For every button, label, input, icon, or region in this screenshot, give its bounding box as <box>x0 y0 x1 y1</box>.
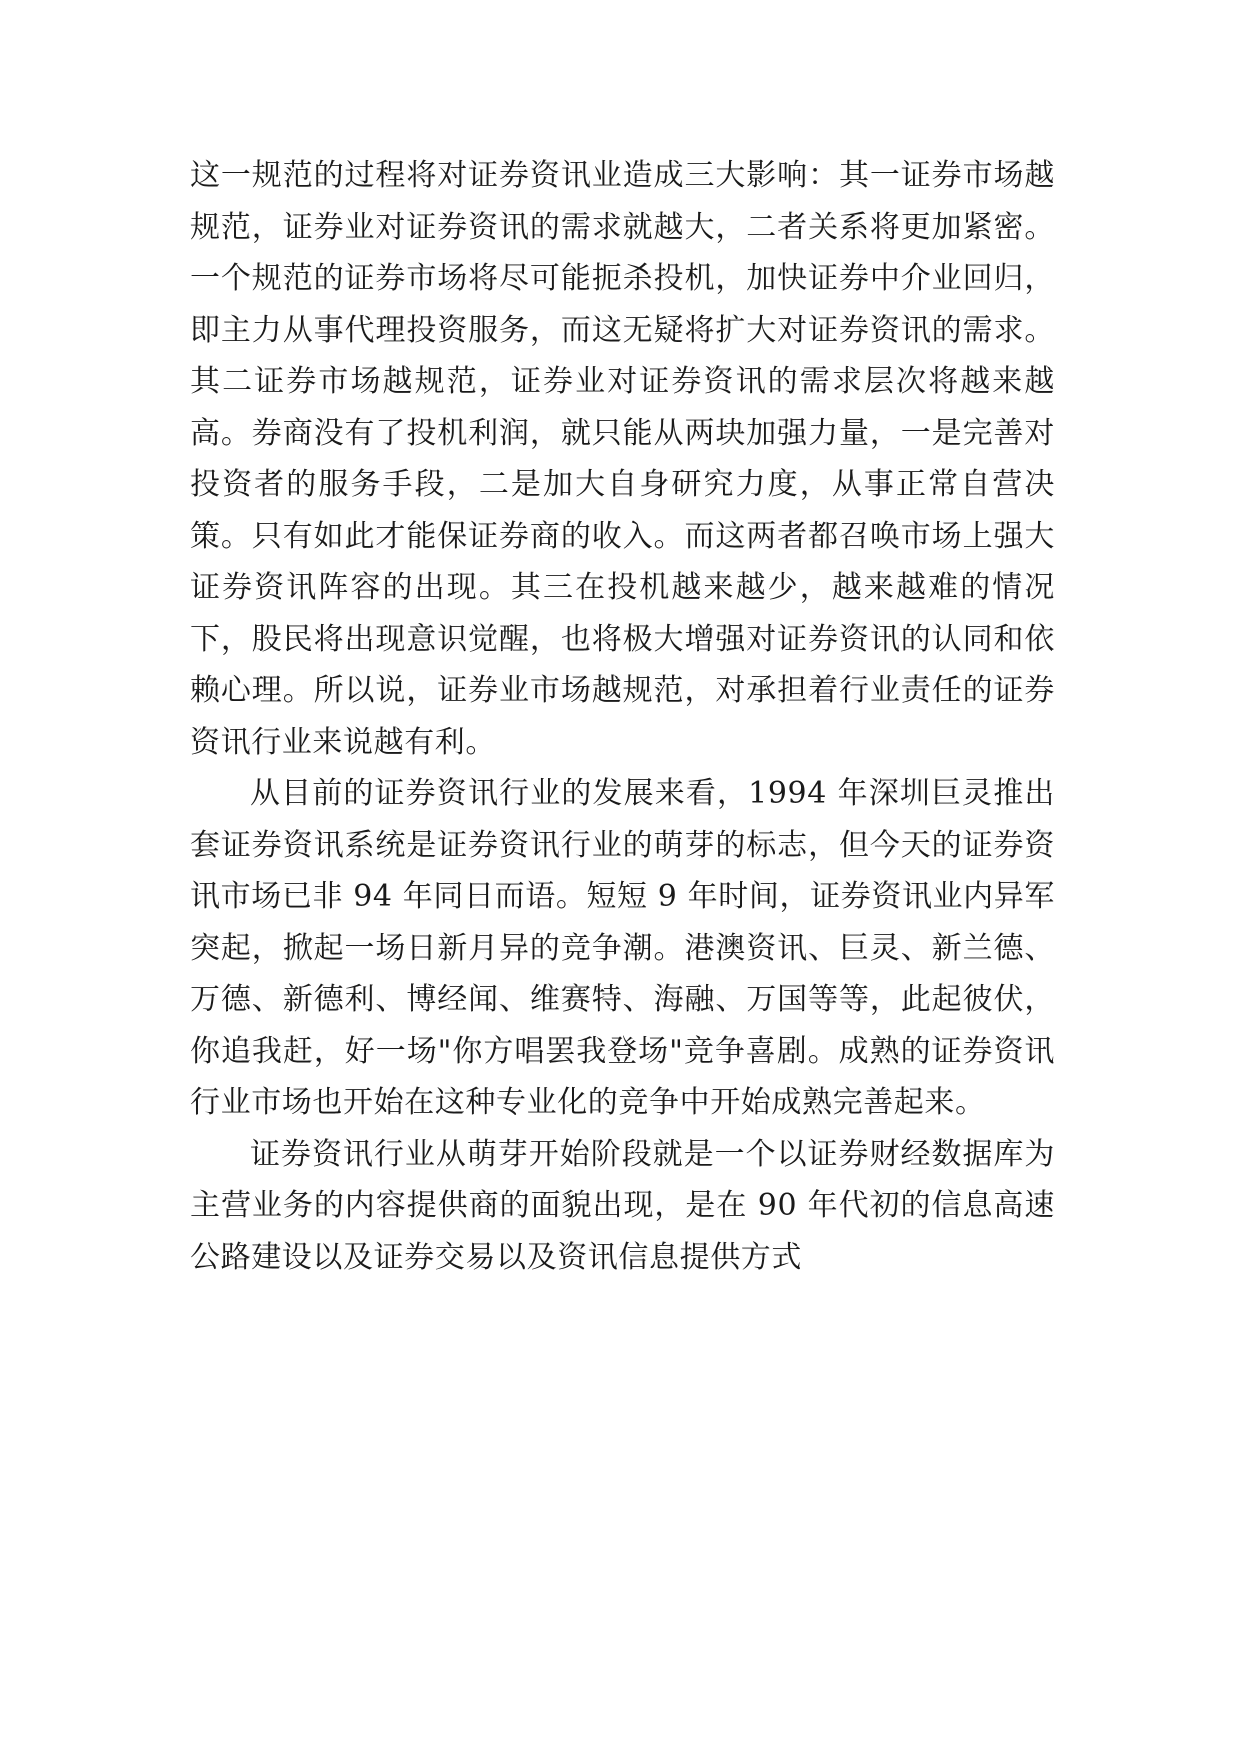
paragraph-1: 这一规范的过程将对证券资讯业造成三大影响：其一证券市场越规范，证券业对证券资讯的需求就越大，二者关系将更加紧密。一个规范的证券市场将尽可能扼杀投机，加快证券中介业回归，即主力从事代理投资服务，而这无疑将扩大对证券资讯的需求。其二证券市场越规范，证券业对证券资讯的需求层次将越来越高。券商没有了投机利润，就只能从两块加强力量，一是完善对投资者的服务手段，二是加大自身研究力度，从事正常自营决策。只有如此才能保证券商的收入。而这两者都召唤市场上强大证券资讯阵容的出现。其三在投机越来越少，越来越难的情况下，股民将出现意识觉醒，也将极大增强对证券资讯的认同和依赖心理。所以说，证券业市场越规范，对承担着行业责任的证券资讯行业来说越有利。 <box>190 158 1055 760</box>
document-body <box>190 150 1055 1283</box>
paragraph-3: 证券资讯行业从萌芽开始阶段就是一个以证券财经数据库为主营业务的内容提供商的面貌出现，是在 90 年代初的信息高速公路建设以及证券交易以及资讯信息提供方式 <box>190 1136 1055 1275</box>
paragraph-2: 从目前的证券资讯行业的发展来看，1994 年深圳巨灵推出套证券资讯系统是证券资讯行业的萌芽的标志，但今天的证券资讯市场已非 94 年同日而语。短短 9 年时间，证券资讯业内异军突起，掀起一场日新月异的竞争潮。港澳资讯、巨灵、新兰德、万德、新德利、博经闻、维赛特、海融、万国等等，此起彼伏，你追我赶，好一场"你方唱罢我登场"竞争喜剧。成熟的证券资讯行业市场也开始在这种专业化的竞争中开始成熟完善起来。 <box>190 776 1055 1120</box>
